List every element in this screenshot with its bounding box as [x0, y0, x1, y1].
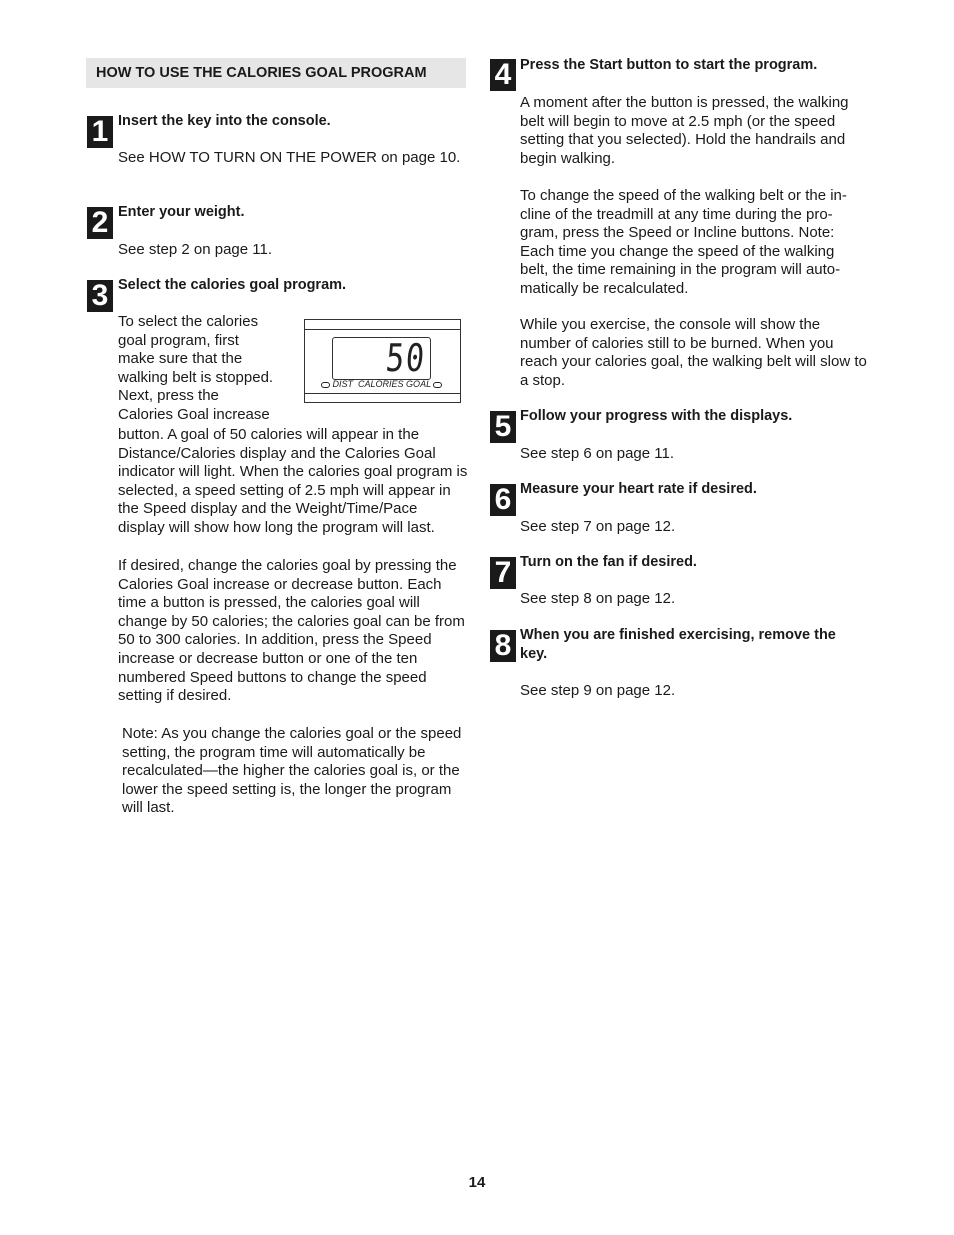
- page-number: 14: [468, 1174, 486, 1191]
- step-4-body-2: To change the speed of the walking belt or the in-cline of the treadmill at any time during the pro-gram, press the Speed or Incline buttons. Note: Each time you change the speed of the walking belt, the time remaining in the program will auto-matically be recalculated.: [520, 187, 847, 297]
- step-number-8: 8: [490, 630, 516, 662]
- display-divider: [305, 329, 460, 330]
- step-1-title: Insert the key into the console.: [118, 113, 331, 129]
- step-number-6: 6: [490, 484, 516, 516]
- indicator-light-icon: [321, 382, 330, 388]
- text-line: make sure that the: [118, 350, 243, 368]
- section-title: HOW TO USE THE CALORIES GOAL PROGRAM: [86, 58, 466, 88]
- text-line: walking belt is stopped.: [118, 368, 274, 386]
- step-3-title: Select the calories goal program.: [118, 277, 347, 293]
- step-5-body: See step 6 on page 11.: [520, 445, 675, 462]
- display-digits: 50: [384, 336, 428, 380]
- text-line: goal program, first: [118, 331, 239, 349]
- calories-goal-label: CALORIES GOAL: [358, 379, 431, 389]
- step-2-title: Enter your weight.: [118, 204, 245, 220]
- step-3-note: Note: As you change the calories goal or the speed setting, the program time will automatically be recalculated—the higher the calories goal is, or the lower the speed setting is, the longer the program will last.: [122, 725, 462, 817]
- step-2-body: See step 2 on page 11.: [118, 241, 273, 258]
- step-3-body: button. A goal of 50 calories will appear in the Distance/Calories display and the Calories Goal indicator will light. When the calories goal program is selected, a speed setting of 2.5 mph will appear in the Speed display and the Weight/Time/Pace display will show how long the program will last.: [118, 426, 468, 536]
- step-8-body: See step 9 on page 12.: [520, 682, 676, 699]
- dist-label: DIST: [332, 379, 354, 389]
- step-4-body: A moment after the button is pressed, the walking belt will begin to move at 2.5 mph (or the speed setting that you selected). Hold the handrails and begin walking.: [520, 94, 849, 167]
- text-line: To select the calories: [118, 313, 259, 330]
- console-display-illustration: [304, 319, 461, 403]
- step-6-body: See step 7 on page 12.: [520, 518, 676, 535]
- display-screen: [332, 337, 431, 380]
- step-1-body: See HOW TO TURN ON THE POWER on page 10.: [118, 149, 461, 166]
- step-number-1: 1: [87, 116, 113, 148]
- step-number-2: 2: [87, 207, 113, 239]
- indicator-light-icon: [433, 382, 442, 388]
- step-5-title: Follow your progress with the displays.: [520, 408, 793, 424]
- step-8-title: When you are finished exercising, remove the key.: [520, 627, 836, 662]
- step-4-title: Press the Start button to start the program.: [520, 57, 818, 73]
- step-3-wrapped-text: [118, 313, 303, 425]
- step-6-title: Measure your heart rate if desired.: [520, 481, 757, 497]
- step-3-body-2: If desired, change the calories goal by pressing the Calories Goal increase or decrease button. Each time a button is pressed, the calories goal will change by 50 calories; the calories goal can be from 50 to 300 calories. In addition, press the Speed increase or decrease button or one of the ten numbered Speed buttons to change the speed setting if desired.: [118, 557, 465, 705]
- step-number-4: 4: [490, 59, 516, 91]
- step-7-body: See step 8 on page 12.: [520, 590, 676, 607]
- display-divider: [305, 393, 460, 394]
- step-number-5: 5: [490, 411, 516, 443]
- display-indicator-label: [321, 375, 442, 394]
- step-number-7: 7: [490, 557, 516, 589]
- step-number-3: 3: [87, 280, 113, 312]
- text-line: Calories Goal increase: [118, 405, 270, 423]
- step-7-title: Turn on the fan if desired.: [520, 554, 697, 570]
- text-line: Next, press the: [118, 387, 219, 405]
- step-4-body-3: While you exercise, the console will show the number of calories still to be burned. When you reach your calories goal, the walking belt will slow to a stop.: [520, 316, 867, 389]
